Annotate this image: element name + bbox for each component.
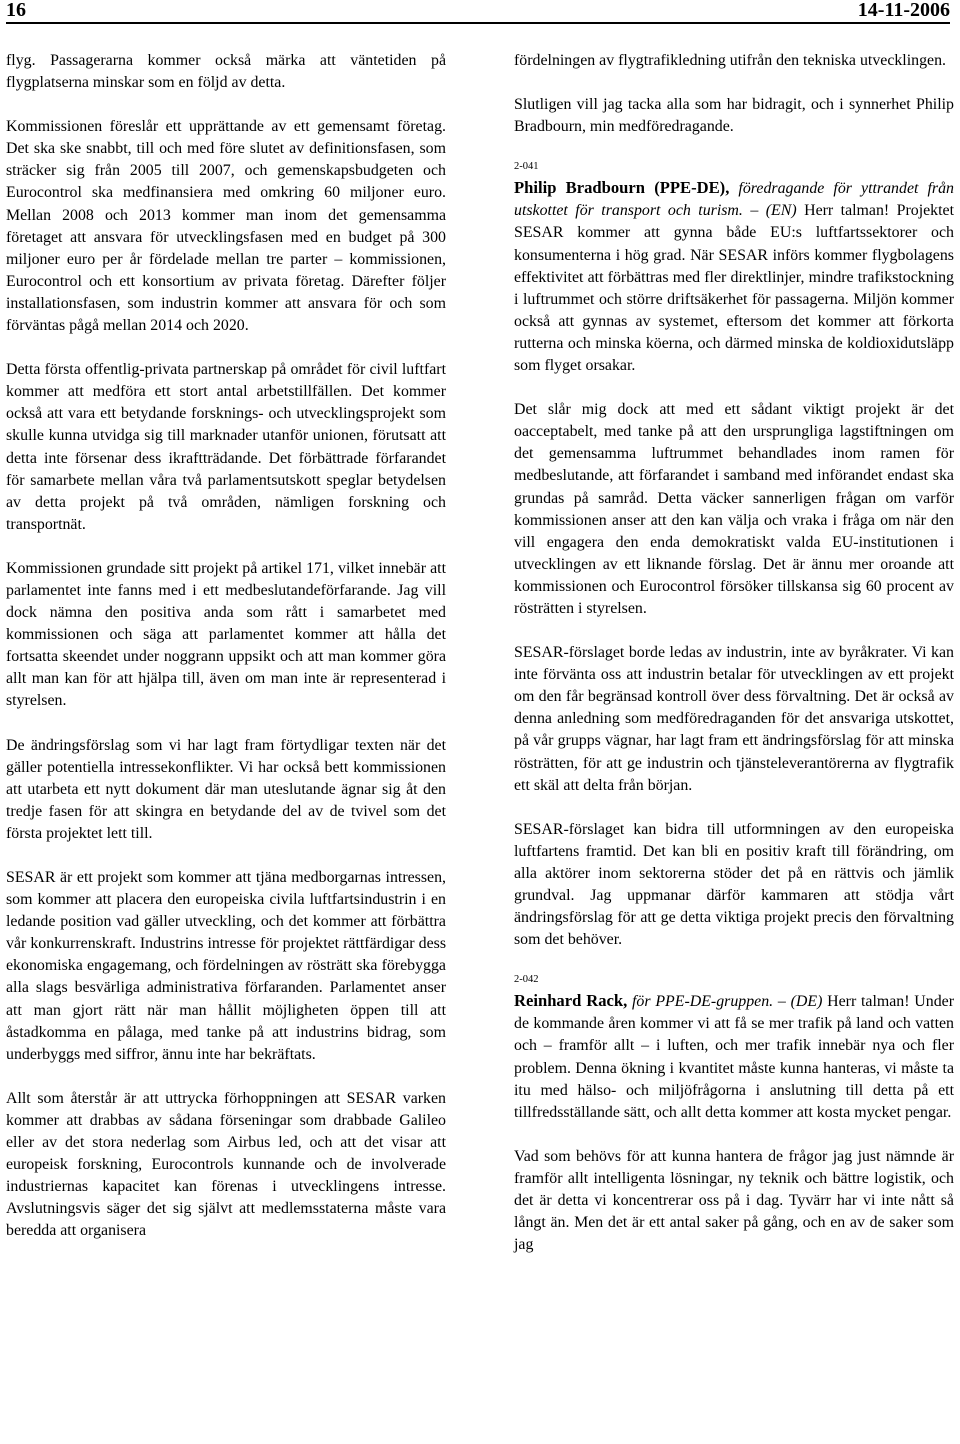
paragraph: Vad som behövs för att kunna hantera de frågor jag just nämnde är framför allt intelligenta lösningar, ny teknik och bättre logistik, och det är detta vi koncentrerar oss på i dag. Tyvärr har vi inte nått så långt än. Men det är ett antal saker på gång, och en av de saker som jag bbox=[514, 1147, 954, 1254]
item-number: 2-041 bbox=[514, 161, 539, 173]
language-code: (DE) bbox=[790, 993, 823, 1011]
speech-paragraph bbox=[514, 177, 954, 377]
paragraph: Kommissionen föreslår ett upprättande av ett gemensamt företag. Det ska ske snabbt, till och med före slutet av definitionsfasen, som sträcker sig från 2005 till 2007, och gemenskapsbudgeten och Eurocontrol ska medfinansiera med omkring 60 miljoner euro. Mellan 2008 och 2013 kommer man inom det gemensamma företaget att ansvara för utvecklingsfasen med en budget på 300 miljoner euro per år fördelade mellan tre parter – kommissionen, Eurocontrol och ett konsortium av privata företag. Därefter följer installationsfasen, som industrin kommer att ansvara för och som förväntas pågå mellan 2014 och 2020. bbox=[6, 118, 446, 335]
paragraph: SESAR är ett projekt som kommer att tjäna medborgarnas intressen, som kommer att placera den europeiska civila luftfartsindustrin i en ledande position vad gäller utveckling, och det kommer att förbättra vår konkurrenskraft. Industrins intresse för projektet rättfärdigar dess ekonomiska engagemang, och fördelningen av rösträtt ska förebygga alla slags besvärliga administrativa förfaranden. Parlamentet anser att man gjort rätt när man hållit möjligheten öppen till att åstadkomma en pålaga, med tanke på att industrins bidrag, som underbyggs med siffror, ännu inte har bekräftats. bbox=[6, 869, 446, 1063]
paragraph: Det slår mig dock att med ett sådant viktigt projekt är det oacceptabelt, med tanke på att den ursprungliga lagstiftningen om det gemensamma luftrummet behandlades inom ramen för medbeslutande, att förfarandet i samband med införandet endast ska grundas på samråd. Detta väcker sannerligen frågan om varför kommissionen anser att den kan välja och vraka i fråga om när den vill engagera den enda demokratiskt valda EU-institutionen i utvecklingen av ett liknande förslag. Det är ännu mer oroande att kommissionen och Eurocontrol försöker tillskansa sig 60 procent av rösträtten i styrelsen. bbox=[514, 401, 954, 617]
paragraph: Allt som återstår är att uttrycka förhoppningen att SESAR varken kommer att drabbas av sådana förseningar som drabbade Galileo eller av det stora nederlag som Airbus led, och att det visar att europeisk forskning, Eurocontrols kunnande och de involverade industriernas kapacitet kan förenas i utvecklingens intresse. Avslutningsvis säger det sig självt att medlemsstaterna måste vara beredda att organisera bbox=[6, 1089, 446, 1240]
speech-paragraph bbox=[514, 990, 954, 1124]
paragraph: Slutligen vill jag tacka alla som har bidragit, och i synnerhet Philip Bradbourn, min medföredragande. bbox=[514, 96, 954, 136]
paragraph: SESAR-förslaget kan bidra till utformningen av den europeiska luftfartens framtid. Det kan bli en positiv kraft till förändring, om alla aktörer inom sektorerna stöder det på en rättvis och jämlik grundval. Jag uppmanar därför kammaren att stödja vårt ändringsförslag för att ge detta viktiga projekt precis den förvaltning som det behöver. bbox=[514, 820, 954, 949]
item-number: 2-042 bbox=[514, 974, 539, 986]
paragraph: De ändringsförslag som vi har lagt fram förtydligar texten när det gäller potentiella intressekonflikter. Vi har också bett kommissionen att utarbeta ett nytt dokument där man uteslutande ägnar sig åt den tredje fasen för att skingra en betydande del av de tvivel som det första projektet lett till. bbox=[6, 736, 446, 842]
paragraph: SESAR-förslaget borde ledas av industrin, inte av byråkrater. Vi kan inte förvänta oss att industrin betalar för utvecklingen av ett projekt om den får begränsad kontroll över dess förvaltning. Det är också av denna anledning som medföredraganden för det ansvariga utskottet, på vår grupps vägnar, har lagt fram ett ändringsförslag för att minska rösträtten, för att ge industrin och tjänsteleverantörerna av flygtrafik ett skäl att delta från början. bbox=[514, 644, 954, 794]
page-number: 16 bbox=[6, 0, 26, 21]
speaker-name: Philip Bradbourn (PPE-DE), bbox=[514, 178, 730, 198]
speaker-name: Reinhard Rack, bbox=[514, 991, 628, 1011]
page-header bbox=[6, 0, 950, 24]
speaker-role: föredragande för yttrandet från utskottet för transport och turism. bbox=[514, 180, 954, 220]
speech-text: Herr talman! Under de kommande åren kommer vi att få se mer trafik på land och vatten och – framför allt – i luften, och mer trafik innebär nya och fler problem. Denna ökning i kvantitet måste kunna hanteras, vi måste ta itu med hälso- och miljöfrågorna i anslutning till detta på ett tillfredsställande sätt, och allt detta kommer att kosta mycket pengar. bbox=[514, 993, 954, 1121]
language-dash: – bbox=[773, 993, 791, 1011]
speech-text: Herr talman! Projektet SESAR kommer att gynna både EU:s luftfartssektorer och konsumenterna i hög grad. När SESAR införs kommer flygbolagens effektivitet att förbättras med fler direktlinjer, mindre trafikstockning i luftrummet och större driftsäkerhet för passagerna. Miljön kommer också att gynnas av systemet, eftersom det kommer att förkorta rutterna och minska köerna, och därmed minska de koldioxidutsläpp som flyget orsakar. bbox=[514, 202, 955, 375]
right-column bbox=[514, 50, 954, 1256]
paragraph: Kommissionen grundade sitt projekt på artikel 171, vilket innebär att parlamentet inte fanns med i ett medbeslutandeförfarande. Jag vill dock nämna den positiva anda som rått i samarbetet med kommissionen och säga att parlamentet kommer att hålla det fortsatta skeendet under noggrann uppsikt och att man kommer göra allt man kan för att hjälpa till, även om man inte är representerad i styrelsen. bbox=[6, 559, 446, 710]
paragraph: Detta första offentlig-privata partnerskap på området för civil luftfart kommer att medföra ett stort antal arbetstillfällen. Det kommer också att vara ett betydande forsknings- och utvecklingsprojekt som skulle kunna utvidga sig till marknader utanför unionen, förutsatt att detta inte försenar dess ikraftträdande. Det förbättrade förfarandet för samarbete mellan våra två parlamentsutskott speglar betydelsen av detta projekt på två områden, nämligen forskning och transportnät. bbox=[6, 361, 446, 533]
left-column bbox=[6, 50, 446, 1265]
language-code: (EN) bbox=[765, 202, 797, 220]
language-dash: – bbox=[742, 202, 766, 220]
speaker-role: för PPE-DE-gruppen. bbox=[627, 993, 774, 1011]
page-date: 14-11-2006 bbox=[857, 0, 950, 21]
paragraph: fördelningen av flygtrafikledning utifrån den tekniska utvecklingen. bbox=[514, 52, 947, 69]
paragraph: flyg. Passagerarna kommer också märka att väntetiden på flygplatserna minskar som en följd av detta. bbox=[6, 52, 446, 92]
